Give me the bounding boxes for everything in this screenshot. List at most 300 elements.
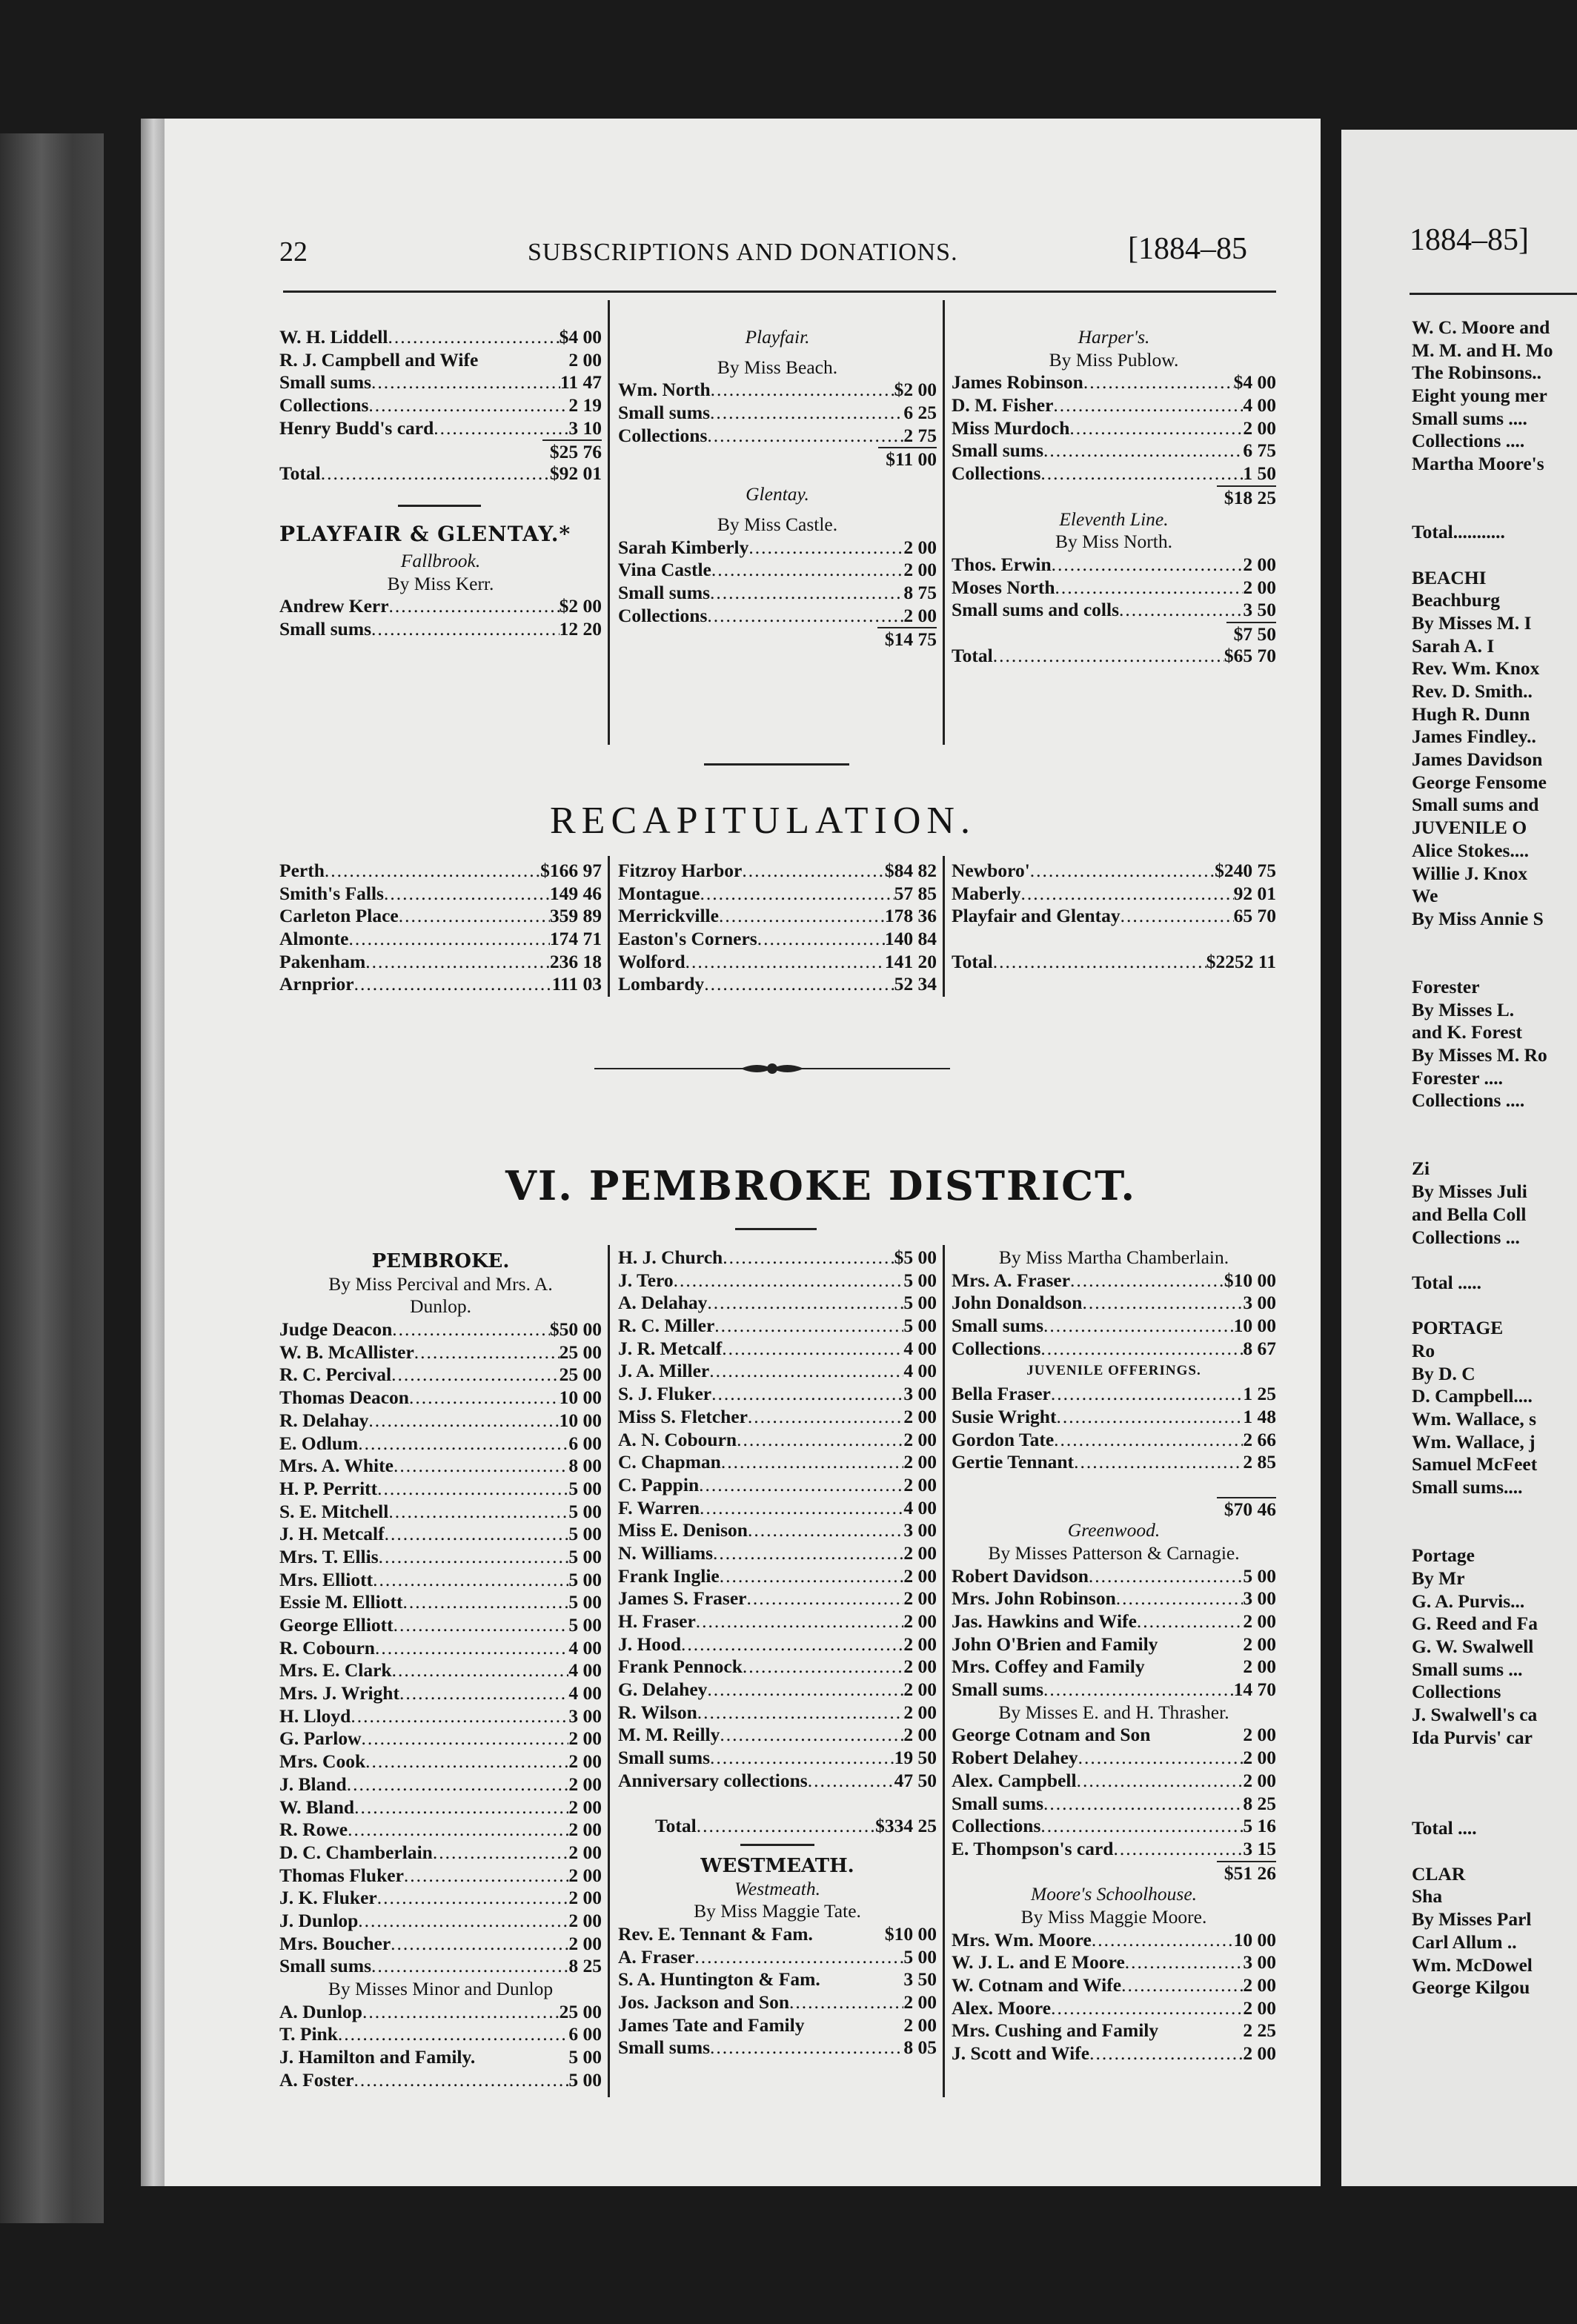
leader-dots	[1053, 394, 1243, 417]
entry-row	[618, 1815, 937, 1838]
entry-row	[952, 2019, 1276, 2042]
right-page-line: Wm. Wallace, s	[1412, 1408, 1537, 1430]
leader-dots	[748, 1519, 903, 1542]
right-column	[952, 1246, 1276, 2065]
leader-dots	[1116, 1587, 1244, 1610]
right-page-line: By D. C	[1412, 1362, 1475, 1384]
entry-row	[279, 1410, 602, 1432]
entry-row	[618, 1991, 937, 2014]
page-years: [1884–85	[1128, 232, 1247, 266]
entry-amount: 10 00	[1233, 1928, 1276, 1950]
entry-row	[618, 1770, 937, 1793]
entry-amount: 2 00	[568, 1887, 602, 1909]
leader-dots	[714, 1315, 903, 1338]
entry-name: Judge Deacon	[279, 1318, 393, 1341]
column-divider	[943, 1245, 945, 2097]
entry-name: Mrs. T. Ellis	[279, 1545, 379, 1567]
entry-name: J. Hood	[618, 1633, 682, 1655]
right-page-line: Small sums ...	[1412, 1658, 1523, 1680]
entry-name: Alex. Campbell	[952, 1769, 1077, 1791]
entry-amount: 2 00	[1243, 416, 1276, 439]
entry-name: Mrs. E. Clark	[279, 1659, 392, 1681]
glentay-subheading: Glentay.	[746, 483, 809, 505]
entry-amount: $10 00	[884, 1922, 937, 1945]
entry-amount: 25 00	[559, 1364, 602, 1386]
right-page-line: Collections ....	[1412, 1089, 1525, 1112]
right-page-lines	[1412, 316, 1577, 1999]
entry-amount: 10 00	[1233, 1315, 1276, 1337]
entry-row	[279, 1796, 602, 1819]
entry-name: Small sums	[618, 1747, 710, 1769]
entry-name: A. Foster	[279, 2068, 354, 2091]
right-page-line: Eight young mer	[1412, 385, 1547, 407]
right-page-line: PORTAGE	[1412, 1317, 1504, 1339]
entry-name: R. Wilson	[618, 1701, 697, 1723]
entry-name: C. Pappin	[618, 1473, 700, 1495]
entry-row	[279, 1887, 602, 1910]
entry-row	[952, 1793, 1276, 1816]
entry-name: James Robinson	[952, 371, 1083, 394]
entry-amount: 4 00	[568, 1636, 602, 1659]
entry-amount: 174 71	[549, 928, 602, 950]
recap-column-2	[618, 860, 937, 996]
right-page-line	[1412, 544, 1577, 567]
entry-amount: 2 00	[568, 1819, 602, 1841]
entry-amount: 3 00	[903, 1383, 937, 1405]
entry-amount: 2 00	[1243, 1724, 1276, 1746]
entry-amount: 25 00	[559, 1341, 602, 1363]
entry-name: R. Rowe	[279, 1819, 348, 1841]
entry-name: G. Delahey	[618, 1679, 708, 1701]
column-divider	[943, 300, 945, 745]
entry-name: Miss Murdoch	[952, 416, 1070, 439]
entry-name: Collections	[952, 1337, 1041, 1359]
entry-amount: 2 00	[903, 1405, 937, 1427]
entry-amount: 4 00	[568, 1682, 602, 1704]
entry-row	[618, 2014, 937, 2037]
entry-amount: $84 82	[884, 860, 937, 881]
leader-dots	[1020, 883, 1233, 906]
right-page-line: and Bella Coll	[1412, 1203, 1527, 1225]
entry-amount: 1 50	[1243, 462, 1276, 485]
entry-row	[618, 1519, 937, 1542]
entry-name: Small sums and colls	[952, 599, 1120, 621]
entry-name: D. C. Chamberlain	[279, 1841, 433, 1863]
right-page-line: Forester	[1412, 975, 1480, 997]
entry-name: W. J. L. and E Moore	[952, 1951, 1125, 1973]
entry-amount: $2252 11	[1206, 950, 1276, 972]
right-page-line: Small sums ....	[1412, 407, 1527, 429]
header-rule	[283, 290, 1276, 293]
leader-dots	[1043, 439, 1243, 462]
entry-name: Gertie Tennant	[952, 1451, 1075, 1473]
entry-name: R. C. Percival	[279, 1364, 392, 1386]
leader-dots	[1054, 1429, 1243, 1452]
entry-row	[952, 1747, 1276, 1770]
leader-dots	[1070, 1269, 1224, 1292]
fallbrook-subheading: Fallbrook.	[400, 549, 481, 571]
entry-name: Small sums	[279, 371, 371, 394]
entry-row	[952, 577, 1276, 600]
juvenile-heading: JUVENILE OFFERINGS.	[1026, 1363, 1201, 1379]
entry-row	[618, 1315, 937, 1338]
leader-dots	[1055, 577, 1244, 600]
leader-dots	[1040, 1338, 1243, 1361]
right-page-line: Samuel McFeet	[1412, 1453, 1538, 1475]
entry-name: E. Thompson's card	[952, 1837, 1114, 1859]
entry-row	[618, 1702, 937, 1724]
entry-amount: 2 00	[1243, 1610, 1276, 1632]
entry-amount: 2 00	[568, 348, 602, 371]
entry-row	[279, 2023, 602, 2046]
entry-row	[952, 1861, 1276, 1884]
entry-amount: 6 00	[568, 1432, 602, 1454]
entry-row	[279, 439, 602, 462]
entry-row	[279, 1501, 602, 1524]
right-page-line: Ida Purvis' car	[1412, 1726, 1533, 1748]
entry-name: Mrs. Cook	[279, 1750, 366, 1773]
entry-row	[279, 1318, 602, 1341]
entry-row	[618, 1656, 937, 1679]
entry-amount: 141 20	[884, 950, 937, 972]
entry-name: Collections	[952, 1815, 1041, 1837]
entry-name: James Tate and Family	[618, 2013, 805, 2036]
greenwood-subheading: Greenwood.	[1067, 1519, 1161, 1541]
minor-dunlop-by: By Misses Minor and Dunlop	[328, 1978, 554, 1999]
entry-name: Moses North	[952, 576, 1055, 598]
leader-dots	[1078, 1747, 1244, 1770]
entry-row	[618, 1338, 937, 1361]
entry-name: Gordon Tate	[952, 1428, 1055, 1450]
entry-name: Total	[279, 462, 321, 485]
right-page-line: George Fensome	[1412, 771, 1547, 793]
right-page-line: D. Campbell....	[1412, 1385, 1533, 1407]
entry-name: Arnprior	[279, 973, 354, 995]
entry-amount: $70 46	[1217, 1497, 1276, 1521]
entry-name: Jas. Hawkins and Wife	[952, 1610, 1137, 1632]
entry-name: J. K. Fluker	[279, 1887, 377, 1909]
entry-amount: 2 00	[903, 1473, 937, 1495]
entry-row	[952, 883, 1276, 906]
leader-dots	[362, 2001, 560, 2024]
entry-amount: 2 00	[903, 1679, 937, 1701]
entry-amount: 6 00	[568, 2023, 602, 2045]
entry-amount: 5 00	[1243, 1564, 1276, 1587]
leader-dots	[1092, 1929, 1234, 1952]
entry-name: Small sums	[618, 581, 710, 603]
entry-row	[952, 1997, 1276, 2020]
entry-amount: 3 00	[1243, 1292, 1276, 1314]
right-page-line: By Misses M. Ro	[1412, 1044, 1547, 1066]
entry-row	[618, 973, 937, 996]
recap-title: RECAPITULATION.	[550, 800, 976, 842]
entry-name: S. E. Mitchell	[279, 1500, 389, 1522]
entry-name: Maberly	[952, 882, 1021, 904]
left-page	[165, 119, 1321, 2186]
right-page-years: 1884–85]	[1410, 223, 1529, 257]
leader-dots	[354, 1796, 568, 1819]
entry-name: Andrew Kerr	[279, 595, 389, 617]
leader-dots	[388, 326, 559, 349]
entry-amount: 2 00	[1243, 1974, 1276, 1996]
entry-name: J. Dunlop	[279, 1909, 359, 1931]
entry-amount: 11 47	[560, 371, 602, 394]
right-page-line: Martha Moore's	[1412, 453, 1544, 475]
entry-name: R. Cobourn	[279, 1636, 375, 1659]
right-page-line	[1412, 1249, 1577, 1272]
entry-name: J. Tero	[618, 1269, 674, 1291]
leader-dots	[1043, 1679, 1234, 1702]
leader-dots	[707, 1679, 903, 1702]
leader-dots	[375, 1637, 568, 1660]
entry-name: W. B. McAllister	[279, 1341, 414, 1363]
entry-amount: 2 00	[903, 1724, 937, 1746]
entry-name: Small sums	[618, 2036, 710, 2059]
leader-dots	[391, 1364, 560, 1387]
leader-dots	[347, 1773, 569, 1796]
entry-row	[618, 1292, 937, 1315]
leader-dots	[723, 1246, 894, 1269]
entry-row	[279, 973, 602, 996]
right-page-line	[1412, 953, 1577, 976]
entry-amount: $18 25	[1217, 485, 1276, 510]
leader-dots	[409, 1387, 560, 1410]
entry-name: Mrs. Elliott	[279, 1568, 374, 1590]
entry-row	[952, 1724, 1276, 1747]
entry-row	[279, 595, 602, 618]
leader-dots	[1077, 1770, 1244, 1793]
leader-dots	[404, 1865, 568, 1888]
entry-name: G. Parlow	[279, 1727, 362, 1750]
entry-row	[952, 1292, 1276, 1315]
leader-dots	[414, 1341, 560, 1364]
entry-amount: $92 01	[549, 462, 602, 485]
entry-name: Small sums	[279, 617, 371, 640]
entry-amount: $4 00	[1233, 371, 1276, 394]
leader-dots	[748, 537, 903, 560]
entry-name: Susie Wright	[952, 1405, 1057, 1427]
pembroke-by-cont: Dunlop.	[410, 1295, 471, 1318]
entry-row	[618, 627, 937, 650]
leader-dots	[699, 1474, 903, 1497]
right-page-line: Sarah A. I	[1412, 634, 1495, 657]
entry-row	[618, 537, 937, 560]
entry-name: A. Delahay	[618, 1292, 708, 1314]
entry-name: Easton's Corners	[618, 928, 757, 950]
right-page-line: Beachburg	[1412, 589, 1501, 611]
entry-row	[618, 605, 937, 628]
entry-row	[279, 1705, 602, 1728]
entry-row	[618, 1246, 937, 1269]
entry-row	[279, 1478, 602, 1501]
entry-row	[618, 883, 937, 906]
book-spine	[0, 133, 104, 2223]
entry-row	[279, 349, 602, 372]
entry-name: R. Delahay	[279, 1409, 369, 1431]
entry-row	[618, 1451, 937, 1474]
right-page-line: Carl Allum ..	[1412, 1930, 1517, 1953]
entry-row	[279, 1341, 602, 1364]
entry-name: H. Lloyd	[279, 1704, 351, 1727]
entry-row	[618, 2036, 937, 2059]
entry-amount: 5 00	[568, 1500, 602, 1522]
right-page-line: Total...........	[1412, 521, 1505, 543]
entry-amount: 8 25	[1243, 1792, 1276, 1814]
entry-row	[618, 582, 937, 605]
leader-dots	[368, 394, 568, 417]
entry-amount: $166 97	[540, 860, 602, 881]
leader-dots	[1137, 1610, 1243, 1633]
entry-amount: $25 76	[542, 439, 602, 464]
entry-name: Mrs. Wm. Moore	[952, 1928, 1092, 1950]
right-page-line	[1412, 476, 1577, 499]
leader-dots	[789, 1991, 903, 2014]
entry-amount: $50 00	[549, 1318, 602, 1341]
leader-dots	[377, 1887, 569, 1910]
chamberlain-by: By Miss Martha Chamberlain.	[998, 1246, 1229, 1268]
leader-dots	[388, 1501, 568, 1524]
entry-name: Thomas Deacon	[279, 1387, 409, 1409]
entry-amount: 2 00	[568, 1750, 602, 1773]
leader-dots	[379, 1546, 569, 1569]
entry-name: J. Scott and Wife	[952, 2042, 1090, 2065]
pembroke-column	[279, 1250, 602, 2091]
right-page-line: By Mr	[1412, 1567, 1465, 1589]
district-title: VI. PEMBROKE DISTRICT.	[505, 1162, 1137, 1209]
entry-name: Smith's Falls	[279, 882, 384, 904]
entry-name: C. Chapman	[618, 1451, 721, 1473]
entry-name: Perth	[279, 860, 325, 881]
entry-name: Mrs. John Robinson	[952, 1587, 1116, 1610]
entry-name: Small sums	[279, 1955, 371, 1977]
leader-dots	[707, 1292, 903, 1315]
entry-name: H. Fraser	[618, 1610, 696, 1632]
entry-row	[279, 1523, 602, 1546]
right-page-line: Zi	[1412, 1158, 1430, 1180]
westmeath-subheading: Westmeath.	[734, 1877, 820, 1899]
entry-name: Jos. Jackson and Son	[618, 1991, 790, 2013]
leader-dots	[1043, 1315, 1234, 1338]
entry-name: Playfair and Glentay	[952, 905, 1120, 927]
entry-row	[952, 1587, 1276, 1610]
entry-name: Wm. North	[618, 379, 711, 401]
entry-amount: 8 67	[1243, 1337, 1276, 1359]
entry-row	[952, 951, 1276, 974]
right-page-line	[1412, 499, 1577, 522]
entry-name: Rev. E. Tennant & Fam.	[618, 1922, 813, 1945]
leader-dots	[697, 1815, 875, 1838]
right-page-line: By Misses M. I	[1412, 611, 1532, 634]
entry-row	[952, 1974, 1276, 1997]
entry-amount: $51 26	[1217, 1861, 1276, 1885]
entry-amount: 2 75	[903, 424, 937, 446]
entry-row	[618, 905, 937, 928]
right-page-line: M. M. and H. Mo	[1412, 339, 1553, 361]
right-page-line	[1412, 1840, 1577, 1863]
entry-amount: 25 00	[559, 2000, 602, 2022]
entry-row	[279, 1455, 602, 1478]
entry-name: Carleton Place	[279, 905, 399, 927]
entry-row	[279, 2069, 602, 2092]
entry-amount: 2 00	[568, 1841, 602, 1863]
leader-dots	[721, 1451, 904, 1474]
entry-row	[952, 1451, 1276, 1474]
entry-amount: 8 75	[903, 581, 937, 603]
entry-amount: 2 00	[903, 1587, 937, 1610]
entry-amount: 2 66	[1243, 1428, 1276, 1450]
right-page-line: Ro	[1412, 1339, 1435, 1361]
entry-row	[952, 599, 1276, 622]
entry-amount: 2 00	[903, 1564, 937, 1587]
entry-amount: 2 00	[903, 1541, 937, 1564]
entry-name: H. P. Perritt	[279, 1477, 378, 1499]
entry-amount: 2 00	[1243, 1996, 1276, 2019]
leader-dots	[808, 1770, 894, 1793]
short-rule	[398, 505, 481, 507]
right-page	[1341, 130, 1577, 2186]
entry-amount: 359 89	[549, 905, 602, 927]
entry-row	[279, 860, 602, 883]
entry-name: Alex. Moore	[952, 1996, 1052, 2019]
right-page-line	[1412, 1295, 1577, 1318]
entry-amount: $5 00	[894, 1246, 937, 1268]
entry-name: Newboro'	[952, 860, 1030, 881]
entry-name: Total	[952, 950, 993, 972]
entry-name: E. Odlum	[279, 1432, 359, 1454]
entry-row	[618, 1429, 937, 1452]
leader-dots	[1121, 1974, 1243, 1997]
entry-name: Vina Castle	[618, 559, 711, 581]
right-page-line: Wm. McDowel	[1412, 1953, 1533, 1976]
right-page-line: Collections ...	[1412, 1226, 1520, 1248]
entry-name: George Cotnam and Son	[952, 1724, 1151, 1746]
leader-dots	[710, 1747, 894, 1770]
entry-amount: 2 00	[903, 559, 937, 581]
entry-amount: 5 00	[568, 1568, 602, 1590]
thrasher-by: By Misses E. and H. Thrasher.	[998, 1701, 1229, 1723]
entry-row	[618, 1968, 937, 1991]
entry-row	[952, 1633, 1276, 1656]
leader-dots	[371, 1955, 568, 1978]
right-page-line: and K. Forest	[1412, 1021, 1522, 1043]
entry-name: Small sums	[952, 1679, 1043, 1701]
right-page-line: Hugh R. Dunn	[1412, 703, 1530, 725]
eleventh-line-subheading: Eleventh Line.	[1059, 508, 1169, 530]
leader-dots	[399, 905, 550, 928]
entry-amount: $334 25	[875, 1815, 937, 1837]
entry-row	[952, 1269, 1276, 1292]
entry-row	[618, 1679, 937, 1702]
entry-name: J. R. Metcalf	[618, 1337, 723, 1359]
right-page-line: G. A. Purvis...	[1412, 1590, 1525, 1612]
entry-row	[279, 1933, 602, 1956]
entry-amount: 178 36	[884, 905, 937, 927]
playfair-subheading: Playfair.	[745, 326, 810, 348]
entry-amount: 2 00	[1243, 1633, 1276, 1655]
entry-amount: 5 00	[903, 1315, 937, 1337]
recap-column-1	[279, 860, 602, 996]
right-page-line: By Misses Parl	[1412, 1908, 1532, 1930]
entry-amount: $240 75	[1215, 860, 1276, 881]
entry-amount: 2 00	[903, 1633, 937, 1655]
leader-dots	[711, 1383, 903, 1406]
entry-row	[952, 439, 1276, 462]
leader-dots	[747, 1587, 904, 1610]
entry-row	[618, 559, 937, 582]
leader-dots	[722, 1338, 903, 1361]
entry-row	[952, 928, 1276, 951]
entry-name: Small sums	[952, 1315, 1043, 1337]
